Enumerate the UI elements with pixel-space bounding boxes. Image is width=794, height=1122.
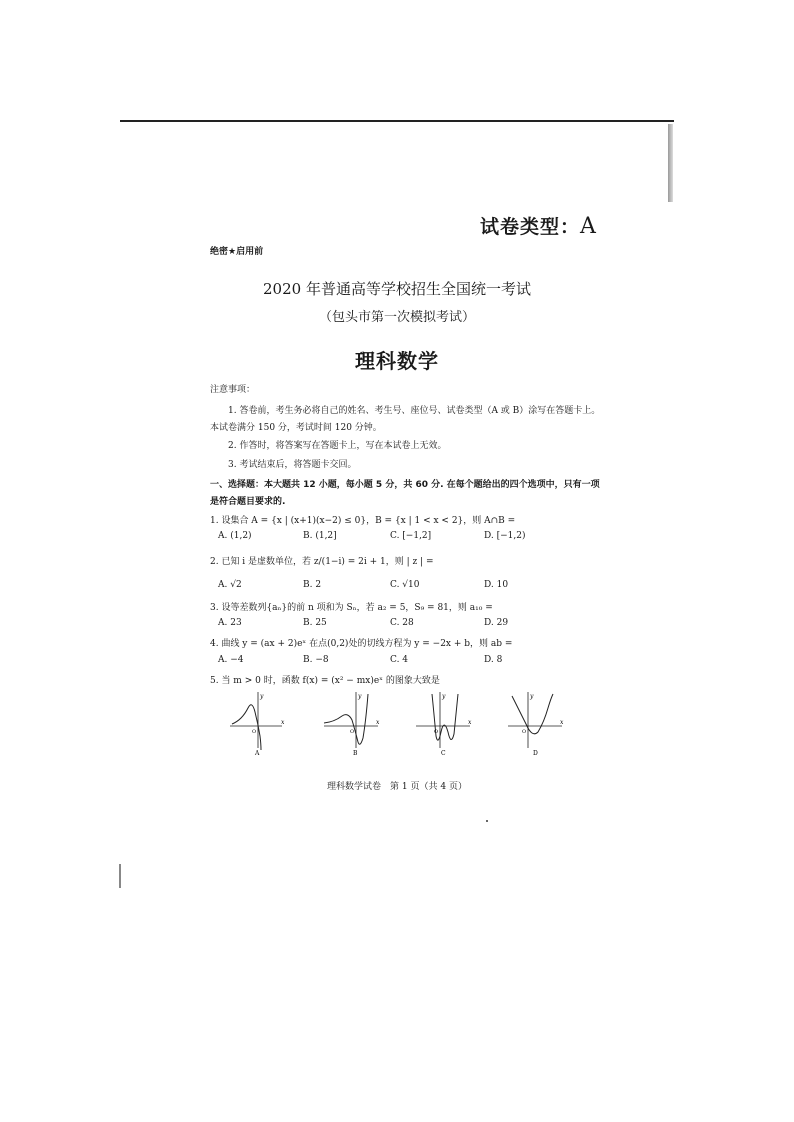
curve bbox=[324, 694, 368, 744]
question-4-option-a: A. −4 bbox=[218, 655, 244, 665]
question-2-option-b: B. 2 bbox=[303, 580, 322, 590]
question-1-option-c: C. [−1,2] bbox=[390, 531, 432, 541]
y-label: y bbox=[260, 693, 264, 700]
question-1-option-a: A. (1,2) bbox=[218, 531, 252, 541]
exam-subtitle: （包头市第一次模拟考试） bbox=[318, 310, 475, 325]
question-4-option-c: C. 4 bbox=[390, 655, 409, 665]
question-1-option-b: B. (1,2] bbox=[303, 531, 337, 541]
scan-edge-shadow bbox=[668, 124, 673, 202]
question-3-stem: 3. 设等差数列{aₙ}的前 n 项和为 Sₙ，若 a₂ = 5，S₉ = 81，则 a₁₀ = bbox=[210, 603, 493, 613]
question-4-option-b: B. −8 bbox=[303, 655, 329, 665]
question-4-option-d: D. 8 bbox=[484, 655, 503, 665]
graph-a bbox=[228, 690, 288, 756]
notes-line-1: 1. 答卷前，考生务必将自己的姓名、考生号、座位号、试卷类型（A 或 B）涂写在答题卡上。 bbox=[228, 406, 601, 416]
question-2-option-a: A. √2 bbox=[218, 580, 242, 590]
x-label: x bbox=[281, 719, 285, 726]
graph-b bbox=[322, 690, 382, 756]
secret-mark: 绝密★启用前 bbox=[210, 247, 264, 257]
question-1-stem: 1. 设集合 A = {x | (x+1)(x−2) ≤ 0}，B = {x | 1 < x < 2}，则 A∩B = bbox=[210, 516, 516, 526]
origin-label: O bbox=[434, 729, 439, 735]
notes-line-1b: 本试卷满分 150 分，考试时间 120 分钟。 bbox=[210, 423, 382, 433]
question-5-stem: 5. 当 m > 0 时，函数 f(x) = (x² − mx)eˣ 的图象大致是 bbox=[210, 676, 440, 686]
section-heading-1: 一、选择题：本大题共 12 小题，每小题 5 分，共 60 分. 在每个题给出的四个选项中，只有一项 bbox=[210, 480, 600, 490]
paper-type-letter: A bbox=[580, 214, 597, 239]
x-label: x bbox=[468, 719, 472, 726]
notes-line-2: 2. 作答时，将答案写在答题卡上，写在本试卷上无效。 bbox=[228, 441, 447, 451]
option-label: C bbox=[441, 750, 446, 756]
x-label: x bbox=[560, 719, 564, 726]
top-rule bbox=[120, 120, 674, 122]
y-label: y bbox=[358, 693, 362, 700]
question-3-option-a: A. 23 bbox=[218, 618, 242, 628]
question-2-stem: 2. 已知 i 是虚数单位，若 z/(1−i) = 2i + 1，则 | z | = bbox=[210, 557, 434, 567]
option-label: D bbox=[533, 750, 538, 756]
question-2-option-c: C. √10 bbox=[390, 580, 420, 590]
option-label: B bbox=[353, 750, 358, 756]
origin-label: O bbox=[350, 729, 355, 735]
question-2-option-d: D. 10 bbox=[484, 580, 509, 590]
paper-type bbox=[480, 212, 597, 239]
y-label: y bbox=[530, 693, 534, 700]
origin-label: O bbox=[522, 729, 527, 735]
section-heading-2: 是符合题目要求的. bbox=[210, 497, 286, 507]
notes-heading: 注意事项： bbox=[210, 385, 256, 395]
exam-title: 2020 年普通高等学校招生全国统一考试 bbox=[263, 280, 531, 298]
scan-dot bbox=[486, 820, 488, 822]
question-1-option-d: D. [−1,2) bbox=[484, 531, 526, 541]
notes-line-3: 3. 考试结束后，将答题卡交回。 bbox=[228, 460, 357, 470]
question-3-option-d: D. 29 bbox=[484, 618, 509, 628]
question-3-option-c: C. 28 bbox=[390, 618, 414, 628]
question-4-stem: 4. 曲线 y = (ax + 2)eˣ 在点(0,2)处的切线方程为 y = −2x + b，则 ab = bbox=[210, 639, 513, 649]
origin-label: O bbox=[252, 729, 257, 735]
y-label: y bbox=[442, 693, 446, 700]
graph-c bbox=[414, 690, 474, 756]
paper-type-label: 试卷类型： bbox=[480, 216, 581, 238]
subject-title: 理科数学 bbox=[355, 349, 439, 373]
question-3-option-b: B. 25 bbox=[303, 618, 327, 628]
option-label: A bbox=[255, 750, 260, 756]
scan-mark bbox=[119, 864, 121, 888]
curve bbox=[232, 705, 261, 750]
x-label: x bbox=[376, 719, 380, 726]
page-footer: 理科数学试卷 第 1 页（共 4 页） bbox=[327, 782, 467, 792]
graph-d bbox=[506, 690, 566, 756]
